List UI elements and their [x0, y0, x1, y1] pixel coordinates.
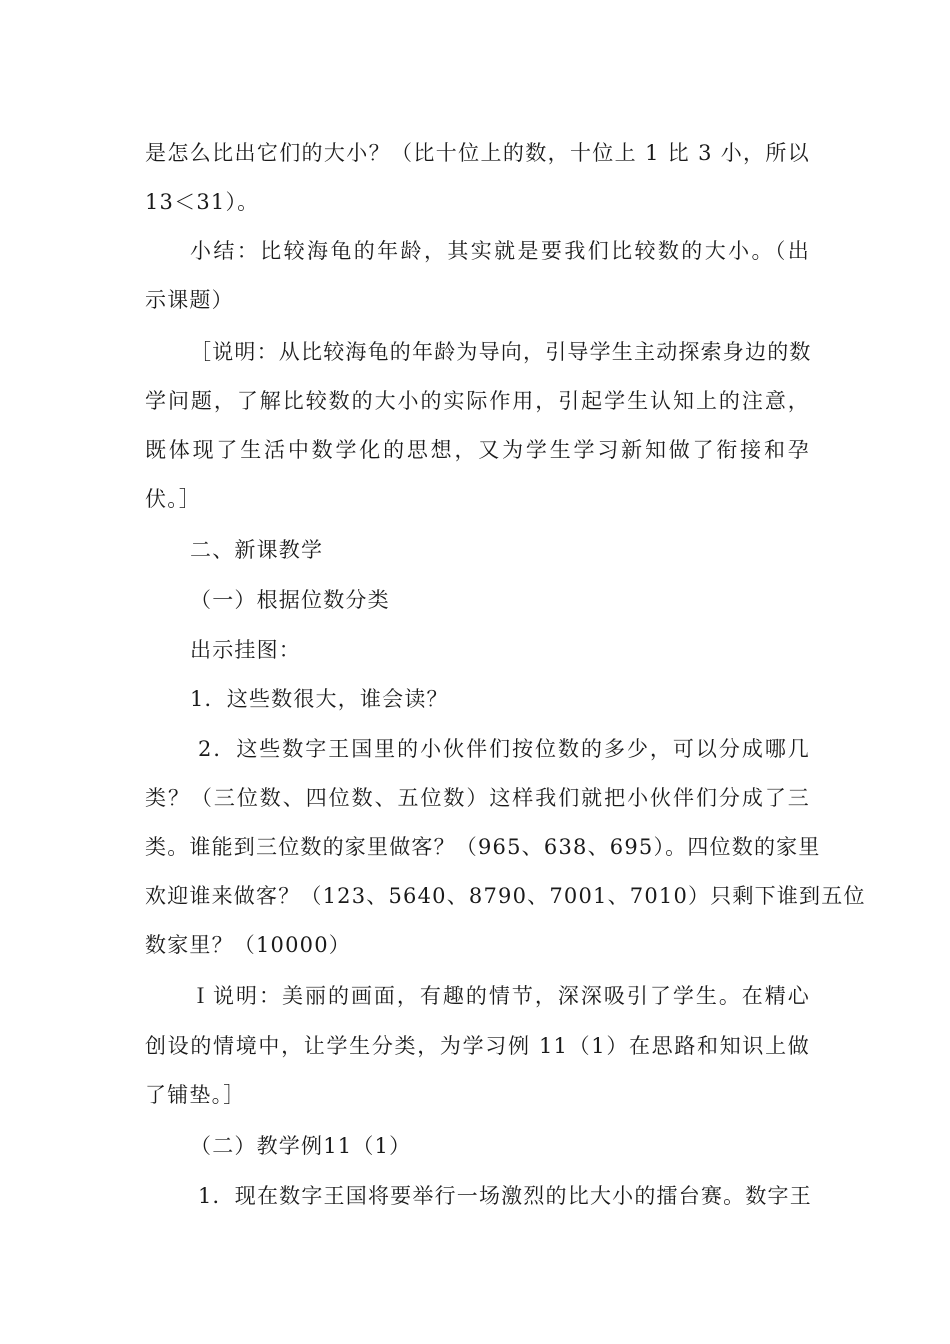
text-line: 出示挂图：: [190, 638, 301, 662]
text-line: 欢迎谁来做客？（123、5640、8790、7001、7010）只剩下谁到五位: [145, 884, 866, 908]
text-line: 示课题）: [145, 288, 234, 312]
section-heading: 二、新课教学: [190, 538, 324, 562]
text-line: 了铺垫。］: [145, 1083, 246, 1107]
text-line: 2．这些数字王国里的小伙伴们按位数的多少，可以分成哪几: [198, 737, 810, 761]
text-line: 数家里？（10000）: [145, 933, 352, 957]
text-line: 伏。］: [145, 487, 202, 511]
text-line: Ｉ说明：美丽的画面，有趣的情节，深深吸引了学生。在精心: [190, 984, 810, 1008]
text-line: 创设的情境中，让学生分类，为学习例 11（1）在思路和知识上做: [145, 1034, 810, 1058]
text-line: ［说明：从比较海龟的年龄为导向，引导学生主动探索身边的数: [190, 340, 812, 364]
subsection-heading: （二）教学例11（1）: [190, 1134, 412, 1158]
subsection-heading: （一）根据位数分类: [190, 588, 390, 612]
text-line: 小结：比较海龟的年龄，其实就是要我们比较数的大小。（出: [190, 239, 810, 263]
text-line: 类？（三位数、四位数、五位数）这样我们就把小伙伴们分成了三: [145, 786, 810, 810]
text-line: 学问题，了解比较数的大小的实际作用，引起学生认知上的注意，: [145, 389, 810, 413]
text-line: 类。谁能到三位数的家里做客？（965、638、695）。四位数的家里: [145, 835, 821, 859]
text-line: 1．这些数很大，谁会读？: [190, 687, 449, 711]
text-line: 是怎么比出它们的大小？（比十位上的数，十位上 1 比 3 小，所以: [145, 141, 810, 165]
text-line: 1．现在数字王国将要举行一场激烈的比大小的擂台赛。数字王: [198, 1184, 812, 1208]
text-line: 既体现了生活中数学化的思想，又为学生学习新知做了衔接和孕: [145, 438, 810, 462]
text-line: 13＜31）。: [145, 190, 260, 214]
